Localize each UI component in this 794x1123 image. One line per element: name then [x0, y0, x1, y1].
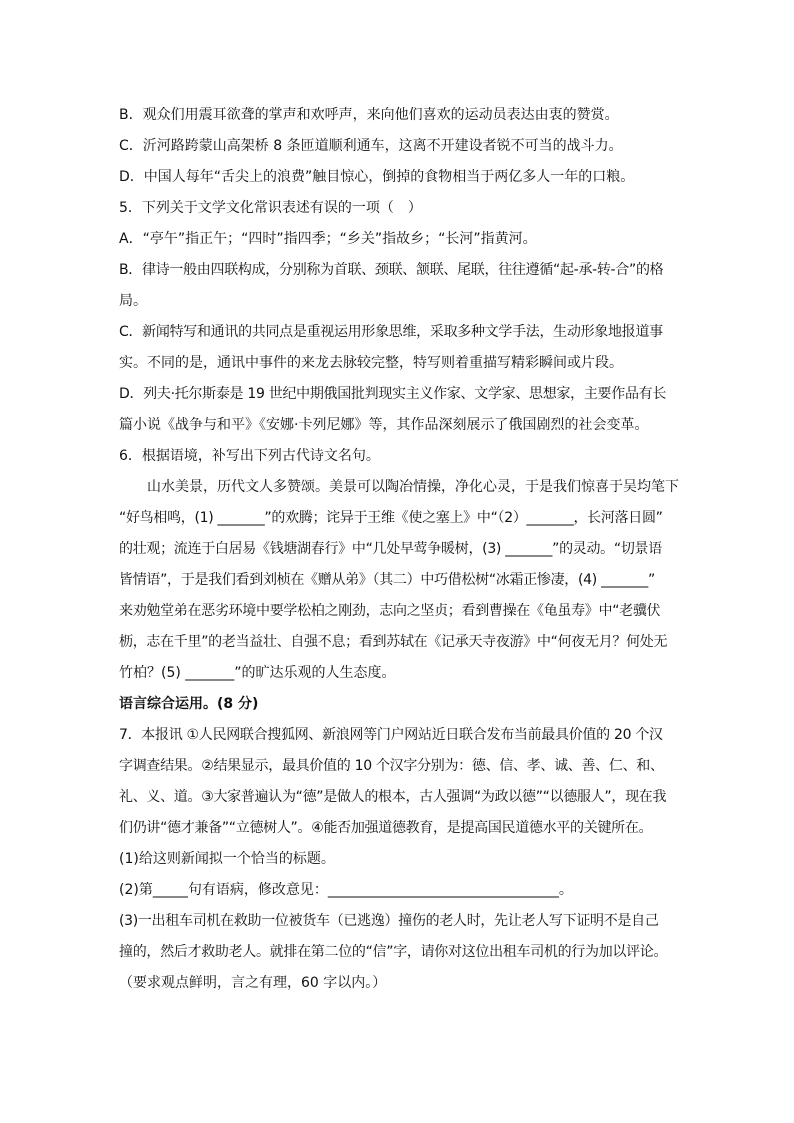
question-7-news-line: 礼、义、道。③大家普遍认为“德”是做人的根本，古人强调“为政以德”“以德服人”，现在我	[119, 789, 667, 805]
option-5c-line: C．沂河路跨蒙山高架桥 8 条匝道顺利通车，这离不开建设者锐不可当的战斗力。	[119, 138, 623, 154]
question-5-option-b: B．律诗一般由四联构成，分别称为首联、颈联、颔联、尾联，往往遵循“起-承-转-合”的格	[119, 262, 664, 278]
question-7-part-3-requirement: （要求观点鲜明，言之有理，60 字以内。）	[119, 975, 387, 991]
question-6-stem: 6．根据语境，补写出下列古代诗文名句。	[119, 448, 380, 464]
option-5d-line: D．中国人每年“舌尖上的浪费”触目惊心，倒掉的食物相当于两亿多人一年的口粮。	[119, 169, 635, 185]
question-7-news-line: 7．本报讯 ①人民网联合搜狐网、新浪网等门户网站近日联合发布当前最具价值的 20 个汉	[119, 727, 663, 743]
question-5-option-d: D．列夫·托尔斯泰是 19 世纪中期俄国批判现实主义作家、文学家、思想家，主要作品有长	[119, 386, 667, 402]
question-5-option-c-cont: 实。不同的是，通讯中事件的来龙去脉较完整，特写则着重描写精彩瞬间或片段。	[119, 355, 623, 371]
question-6-passage-line: 的壮观；流连于白居易《钱塘湖春行》中“几处早莺争暖树，(3) _______”的灵动。“切景语	[119, 541, 662, 557]
option-5b-line: B．观众们用震耳欲聋的掌声和欢呼声，来向他们喜欢的运动员表达由衷的赞赏。	[119, 107, 619, 123]
section-heading: 语言综合运用。(8 分)	[119, 696, 259, 712]
question-7-news-line: 字调查结果。②结果显示，最具价值的 10 个汉字分别为：德、信、孝、诚、善、仁、和、	[119, 758, 664, 774]
question-5-option-a: A．“亭午”指正午；“四时”指四季；“乡关”指故乡；“长河”指黄河。	[119, 231, 537, 247]
question-5-stem: 5．下列关于文学文化常识表述有误的一项（ ）	[119, 200, 422, 216]
question-7-part-2: (2)第_____句有语病，修改意见：_________________________________。	[119, 882, 573, 898]
question-6-passage-line: 来劝勉堂弟在恶劣环境中要学松柏之刚劲，志向之坚贞；看到曹操在《龟虽寿》中“老骥伏	[119, 603, 661, 619]
question-7-news-line: 们仍讲“德才兼备”“立德树人”。④能否加强道德教育，是提高国民道德水平的关键所在。	[119, 820, 653, 836]
question-6-passage-line: 枥，志在千里”的老当益壮、自强不息；看到苏轼在《记承天寺夜游》中“何夜无月？何处无	[119, 634, 668, 650]
question-5-option-c: C．新闻特写和通讯的共同点是重视运用形象思维，采取多种文学手法，生动形象地报道事	[119, 324, 663, 340]
question-6-passage-line: 皆情语”，于是我们看到刘桢在《赠从弟》（其二）中巧借松树“冰霜正惨凄，(4) _______”	[119, 572, 655, 588]
document-page	[119, 100, 679, 999]
question-7-part-3: (3)一出租车司机在救助一位被货车（已逃逸）撞伤的老人时，先让老人写下证明不是自己	[119, 913, 659, 929]
question-6-passage-line: “好鸟相鸣，(1) _______”的欢腾；诧异于王维《使之塞上》中“（2）_______，长河落日圆”	[119, 510, 663, 526]
question-5-option-d-cont: 篇小说《战争与和平》《安娜·卡列尼娜》等，其作品深刻展示了俄国剧烈的社会变革。	[119, 417, 649, 433]
question-7-part-1: (1)给这则新闻拟一个恰当的标题。	[119, 851, 335, 867]
question-5-option-b-cont: 局。	[119, 293, 147, 309]
question-7-part-3-cont: 撞的，然后才救助老人。就排在第二位的“信”字，请你对这位出租车司机的行为加以评论。	[119, 944, 668, 960]
question-6-passage-line: 山水美景，历代文人多赞颂。美景可以陶冶情操，净化心灵，于是我们惊喜于吴均笔下	[147, 479, 679, 495]
question-6-passage-line: 竹柏？(5) _______”的旷达乐观的人生态度。	[119, 665, 396, 681]
